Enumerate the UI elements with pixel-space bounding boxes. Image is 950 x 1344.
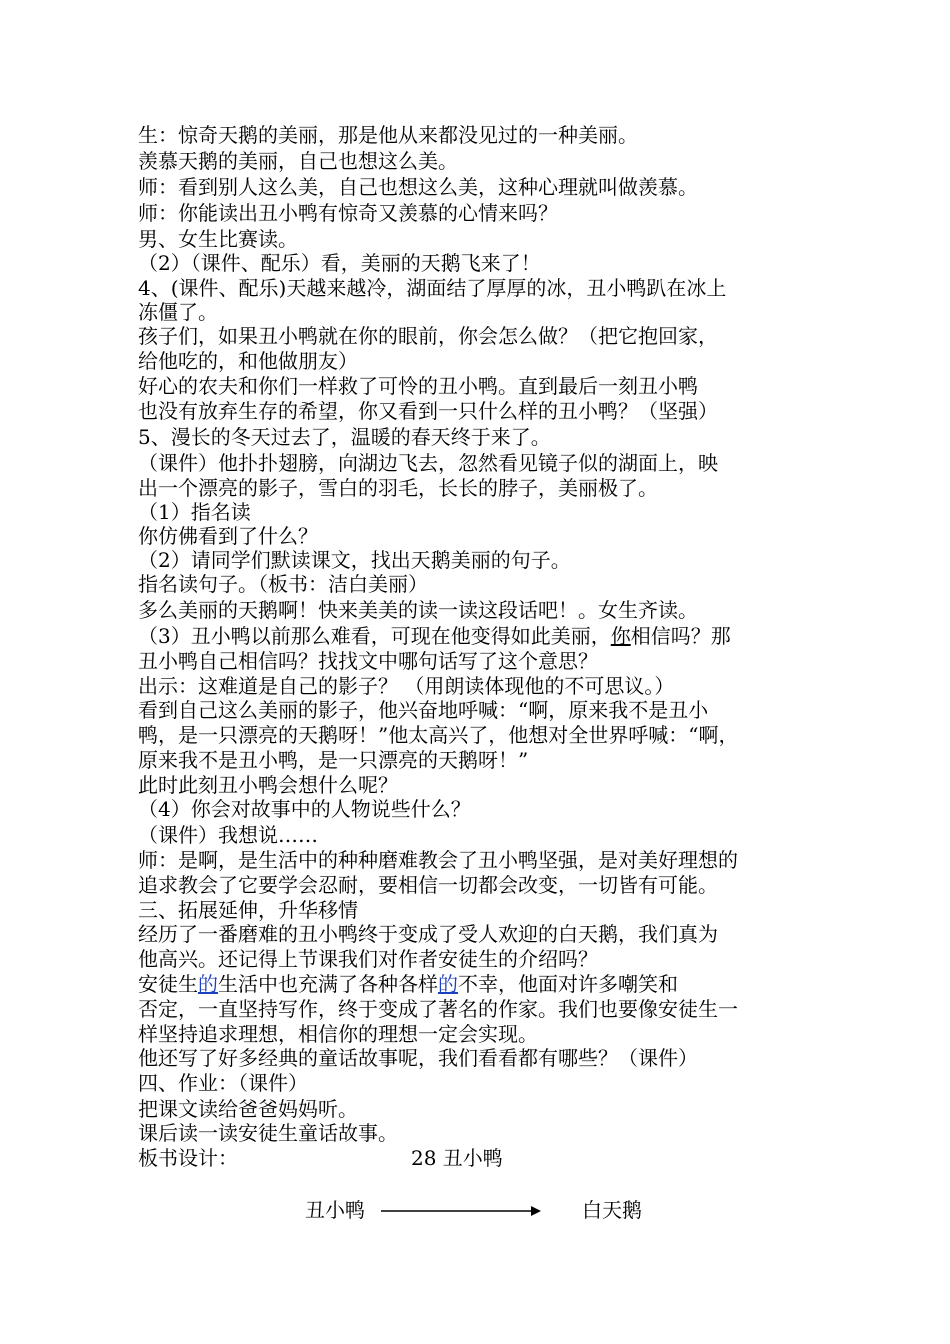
hyperlink-de[interactable]: 的	[438, 972, 458, 996]
text-line: 追求教会了它要学会忍耐，要相信一切都会改变，一切皆有可能。	[138, 873, 718, 897]
text-line: 师：是啊，是生活中的种种磨难教会了丑小鸭坚强，是对美好理想的	[138, 848, 738, 872]
text-line: 原来我不是丑小鸭，是一只漂亮的天鹅呀！”	[138, 748, 529, 772]
text-segment: （3）丑小鸭以前那么难看，可现在他变得如此美丽，	[138, 624, 611, 648]
arrow-right-icon	[381, 1205, 541, 1217]
text-segment: 安徒生	[138, 972, 198, 996]
text-line: （课件）我想说……	[138, 823, 318, 847]
text-segment: 生活中也充满了各种各样	[218, 972, 438, 996]
text-line: （2）（课件、配乐）看，美丽的天鹅飞来了！	[138, 251, 541, 275]
underlined-word: 你	[610, 624, 631, 648]
text-line: 男、女生比赛读。	[138, 227, 298, 251]
section-heading: 四、作业：（课件）	[138, 1071, 308, 1095]
text-line: 看到自己这么美丽的影子，他兴奋地呼喊：“啊，原来我不是丑小	[138, 698, 709, 722]
text-line: 生：惊奇天鹅的美丽，那是他从来都没见过的一种美丽。	[138, 123, 638, 147]
text-line: 课后读一读安徒生童话故事。	[138, 1121, 398, 1145]
board-design-label: 板书设计：	[138, 1146, 238, 1170]
text-line: 样坚持追求理想，相信你的理想一定会实现。	[138, 1022, 538, 1046]
text-line: 否定，一直坚持写作，终于变成了著名的作家。我们也要像安徒生一	[138, 997, 738, 1021]
text-line: 羡慕天鹅的美丽，自己也想这么美。	[138, 149, 458, 173]
text-line: （4）你会对故事中的人物说些什么？	[138, 797, 471, 821]
text-line: 好心的农夫和你们一样救了可怜的丑小鸭。直到最后一刻丑小鸭	[138, 374, 698, 398]
text-line: 也没有放弃生存的希望，你又看到一只什么样的丑小鸭？（坚强）	[138, 399, 718, 423]
board-right-word: 白天鹅	[582, 1198, 642, 1222]
text-line: （1）指名读	[138, 500, 251, 524]
text-segment: 相信吗？那	[630, 624, 731, 648]
text-line: 5、漫长的冬天过去了，温暖的春天终于来了。	[138, 425, 551, 449]
text-line: 你仿佛看到了什么？	[138, 524, 318, 548]
text-line: 此时此刻丑小鸭会想什么呢？	[138, 773, 398, 797]
board-design-title: 28 丑小鸭	[411, 1146, 503, 1170]
text-line: 师：你能读出丑小鸭有惊奇又羡慕的心情来吗？	[138, 201, 558, 225]
text-line: 把课文读给爸爸妈妈听。	[138, 1097, 358, 1121]
text-segment: 不幸，他面对许多嘲笑和	[458, 972, 678, 996]
text-line: 出一个漂亮的影子，雪白的羽毛，长长的脖子，美丽极了。	[138, 476, 658, 500]
text-line: 冻僵了。	[138, 300, 218, 324]
hyperlink-de[interactable]: 的	[198, 972, 218, 996]
text-line: 多么美丽的天鹅啊！快来美美的读一读这段话吧！。女生齐读。	[138, 598, 698, 622]
text-line: 他还写了好多经典的童话故事呢，我们看看都有哪些？（课件）	[138, 1046, 698, 1070]
text-line: 4、(课件、配乐)天越来越冷，湖面结了厚厚的冰，丑小鸭趴在冰上	[138, 276, 727, 300]
text-line: 指名读句子。（板书：洁白美丽）	[138, 572, 428, 596]
text-line	[138, 624, 731, 648]
text-line: 给他吃的，和他做朋友）	[138, 349, 358, 373]
text-line: （2）请同学们默读课文，找出天鹅美丽的句子。	[138, 548, 571, 572]
text-line: 孩子们，如果丑小鸭就在你的眼前，你会怎么做？（把它抱回家，	[138, 324, 718, 348]
text-line	[138, 972, 678, 996]
text-line: 经历了一番磨难的丑小鸭终于变成了受人欢迎的白天鹅，我们真为	[138, 922, 718, 946]
text-line: 他高兴。还记得上节课我们对作者安徒生的介绍吗？	[138, 947, 598, 971]
text-line: 出示：这难道是自己的影子？ （用朗读体现他的不可思议。）	[138, 674, 675, 698]
text-line: 丑小鸭自己相信吗？找找文中哪句话写了这个意思？	[138, 649, 598, 673]
text-line: 鸭，是一只漂亮的天鹅呀！”他太高兴了，他想对全世界呼喊：“啊，	[138, 723, 739, 747]
section-heading: 三、拓展延伸，升华移情	[138, 898, 358, 922]
text-line: 师：看到别人这么美，自己也想这么美，这种心理就叫做羡慕。	[138, 175, 698, 199]
board-left-word: 丑小鸭	[305, 1198, 365, 1222]
text-line: （课件）他扑扑翅膀，向湖边飞去，忽然看见镜子似的湖面上，映	[138, 451, 718, 475]
